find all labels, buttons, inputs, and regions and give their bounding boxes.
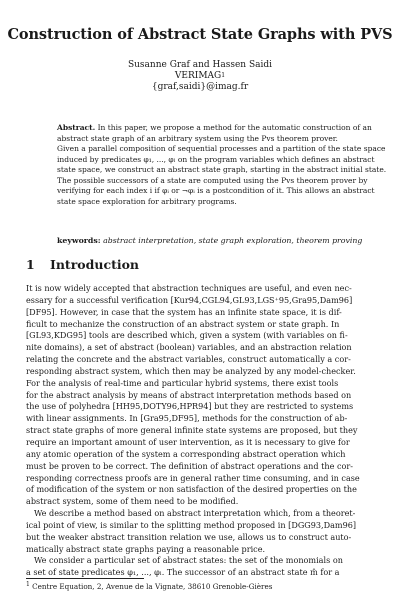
section-number: 1	[26, 257, 35, 272]
abstract-text: In this paper, we propose a method for the automatic construction of an	[95, 123, 372, 132]
body-line: ficult to mechanize the construction of an abstract system or state graph. In	[26, 318, 340, 329]
keywords-label: keywords:	[57, 236, 101, 245]
abstract-line: Given a parallel composition of sequential processes and a partition of the state space	[57, 144, 386, 153]
body-line: [DF95]. However, in case that the system has an infinite state space, it is dif-	[26, 306, 342, 317]
author-email: {graf,saidi}@imag.fr	[151, 82, 249, 92]
abstract-line: induced by predicates φ₁, ..., φₗ on the program variables which defines an abstract	[57, 154, 375, 164]
body-line: must be proven to be correct. The definition of abstract operations and the cor-	[26, 460, 353, 471]
body-line: but the weaker abstract transition relation we use, allows us to construct auto-	[26, 531, 352, 542]
body-line: responding correctness proofs are in general rather time consuming, and in case	[26, 472, 360, 483]
body-line: abstract system, some of them need to be modified.	[26, 496, 239, 507]
abstract-line: state space, we construct an abstract state graph, starting in the abstract initial state.	[57, 165, 387, 174]
footnote-mark: 1	[26, 581, 30, 588]
abstract-line-0	[57, 123, 372, 134]
body-line: We consider a particular set of abstract states: the set of the monomials on	[34, 555, 343, 566]
authors: Susanne Graf and Hassen Saidi	[127, 60, 273, 70]
body-line: for the abstract analysis by means of abstract interpretation methods based on	[26, 389, 352, 400]
affiliation-footnote-mark: 1	[221, 72, 226, 79]
body-line: responding abstract system, which then may be analyzed by any model-checker.	[26, 365, 356, 376]
body-line: any atomic operation of the system a corresponding abstract operation which	[26, 448, 346, 459]
body-line: with linear assignments. In [Gra95,DF95], methods for the construction of ab-	[26, 413, 348, 424]
affiliation-name: VERIMAG	[174, 71, 222, 81]
abstract	[57, 123, 387, 207]
section-title: Introduction	[50, 257, 140, 272]
abstract-line: state space exploration for arbitrary programs.	[57, 196, 237, 206]
paper-title: Construction of Abstract State Graphs with PVS	[7, 26, 393, 43]
body-line: It is now widely accepted that abstraction techniques are useful, and even nec-	[26, 283, 352, 293]
body-line: require an important amount of user intervention, as it is necessary to give for	[26, 436, 350, 447]
keywords	[57, 236, 363, 245]
body-line: essary for a successful verification [Kur94,CGL94,GL93,LGS⁺95,Gra95,Dam96]	[26, 294, 353, 305]
body-line: the use of polyhedra [HH95,DOTY96,HPR94] but they are restricted to systems	[26, 401, 354, 412]
footnote-rule	[26, 578, 144, 579]
abstract-line: abstract state graph of an arbitrary system using the Pvs theorem prover.	[57, 133, 338, 143]
body-line: matically abstract state graphs paying a reasonable price.	[26, 543, 266, 554]
keywords-text: abstract interpretation, state graph exploration, theorem proving	[103, 236, 363, 245]
abstract-line: The possible successors of a state are computed using the Pvs theorem prover by	[57, 175, 368, 185]
section-heading	[26, 257, 139, 272]
body-line: relating the concrete and the abstract variables, construct automatically a cor-	[26, 354, 351, 365]
body-text	[26, 283, 374, 579]
body-line: ical point of view, is similar to the splitting method proposed in [DGG93,Dam96]	[26, 519, 357, 530]
abstract-line: verifying for each index i if φᵢ or ¬φᵢ is a postcondition of it. This allows an abstract	[57, 186, 375, 195]
footnote-text: Centre Equation, 2, Avenue de la Vignate, 38610 Grenoble-Gières	[32, 582, 273, 591]
body-line: We describe a method based on abstract interpretation which, from a theoret-	[34, 508, 356, 519]
abstract-label: Abstract.	[57, 123, 96, 132]
body-line: [GL93,KDG95] tools are described which, given a system (with variables on fi-	[26, 330, 348, 341]
affiliation	[0, 71, 400, 82]
body-line: For the analysis of real-time and particular hybrid systems, there exist tools	[26, 377, 339, 388]
footnote	[26, 582, 272, 591]
body-line: nite domains), a set of abstract (boolean) variables, and an abstraction relation	[26, 342, 352, 353]
body-line: of modification of the system or non satisfaction of the desired properties on the	[26, 484, 357, 495]
body-line: a set of state predicates φ₁, ..., φₗ. The successor of an abstract state m̂ for a	[26, 567, 340, 578]
body-line: stract state graphs of more general infinite state systems are proposed, but they	[26, 425, 358, 436]
